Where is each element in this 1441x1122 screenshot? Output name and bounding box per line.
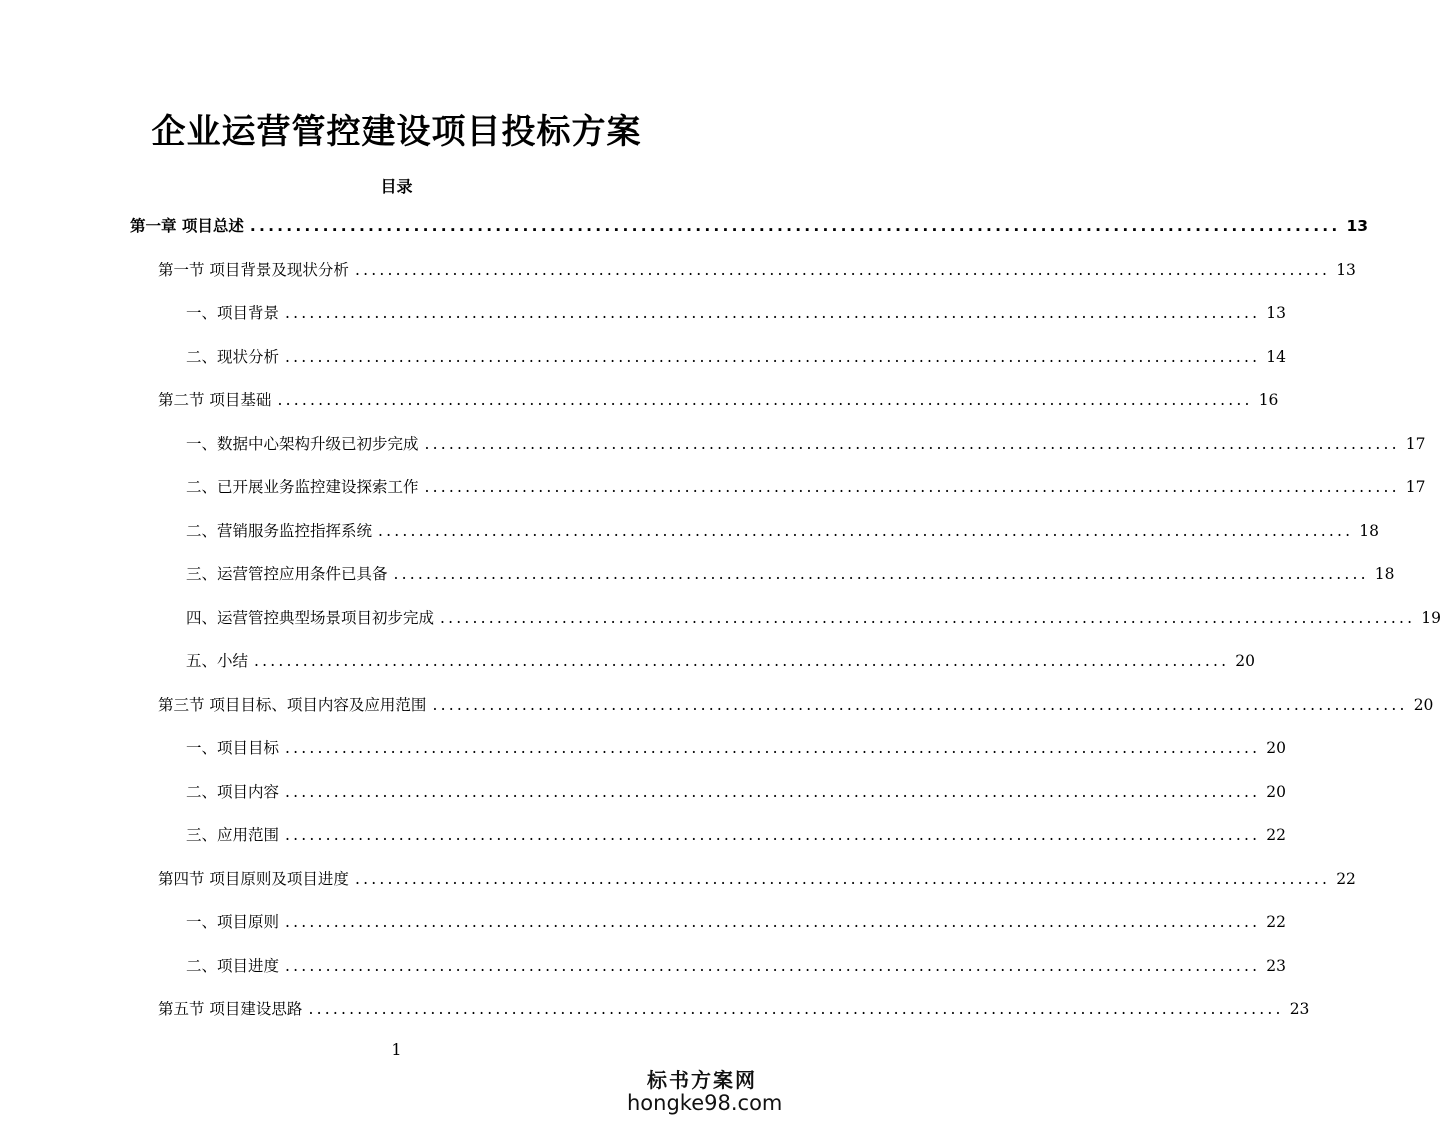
toc-entry-page: 16 [1258, 391, 1279, 409]
document-title: 企业运营管控建设项目投标方案 [151, 112, 642, 152]
toc-subsection-entry [186, 651, 1255, 671]
toc-dot-leader: ........................................................................................................................ [354, 869, 1331, 888]
toc-entry-page: 22 [1266, 913, 1286, 931]
toc-entry-label: 二、项目内容 [186, 782, 280, 801]
toc-dot-leader: ........................................................................................................................ [440, 608, 1416, 627]
toc-entry-label: 二、已开展业务监控建设探索工作 [186, 478, 419, 496]
toc-dot-leader: ........................................................................................................................ [424, 478, 1400, 496]
toc-entry-label: 三、运营管控应用条件已具备 [186, 565, 388, 583]
toc-entry-label: 三、应用范围 [186, 826, 280, 844]
toc-entry-page: 20 [1266, 739, 1286, 757]
toc-section-entry [158, 999, 1310, 1019]
toc-entry-label: 一、项目目标 [186, 739, 280, 757]
toc-entry-label: 二、营销服务监控指挥系统 [186, 521, 373, 540]
toc-dot-leader: ........................................................................................................................ [354, 260, 1331, 279]
toc-dot-leader: ........................................................................................................................ [393, 565, 1369, 583]
toc-entry-label: 第二节 项目基础 [158, 391, 272, 409]
toc-entry-label: 第五节 项目建设思路 [158, 1000, 303, 1018]
toc-subsection-entry [186, 347, 1286, 367]
toc-dot-leader: ........................................................................................................................ [424, 434, 1400, 453]
toc-section-entry [158, 260, 1356, 280]
toc-dot-leader: ........................................................................................................................ [277, 391, 1253, 409]
toc-entry-label: 一、项目背景 [186, 304, 280, 322]
toc-entry-label: 五、小结 [186, 652, 249, 670]
toc-dot-leader: ........................................................................................................................ [285, 956, 1261, 975]
toc-entry-page: 17 [1405, 478, 1426, 496]
toc-entry-label: 二、现状分析 [186, 347, 280, 366]
toc-entry-label: 第一节 项目背景及现状分析 [158, 260, 349, 279]
toc-dot-leader: ........................................................................................................................ [378, 521, 1354, 540]
toc-subsection-entry [186, 303, 1286, 323]
toc-chapter-entry [130, 216, 1369, 236]
toc-subsection-entry [186, 564, 1395, 584]
toc-entry-label: 四、运营管控典型场景项目初步完成 [186, 608, 435, 627]
toc-dot-leader: ........................................................................................................................ [254, 652, 1230, 670]
toc-subsection-entry [186, 521, 1379, 541]
toc-subsection-entry [186, 825, 1286, 845]
toc-entry-page: 20 [1266, 782, 1286, 801]
toc-entry-page: 17 [1405, 434, 1426, 453]
toc-entry-page: 13 [1346, 217, 1369, 235]
toc-subsection-entry [186, 738, 1286, 758]
toc-dot-leader: ........................................................................................................................ [285, 739, 1261, 757]
toc-entry-page: 13 [1266, 304, 1286, 322]
toc-entry-page: 18 [1359, 521, 1379, 540]
toc-subsection-entry [186, 956, 1286, 976]
toc-entry-page: 13 [1336, 260, 1356, 279]
toc-entry-page: 22 [1266, 826, 1286, 844]
toc-section-entry [158, 869, 1356, 889]
watermark-text-cn: 标书方案网 [647, 1068, 757, 1092]
toc-dot-leader: ........................................................................................................................ [285, 782, 1261, 801]
toc-heading: 目录 [380, 177, 413, 196]
toc-dot-leader: ........................................................................................................................ [285, 826, 1261, 844]
toc-subsection-entry [186, 608, 1441, 628]
toc-subsection-entry [186, 912, 1286, 932]
toc-section-entry [158, 390, 1279, 410]
toc-entry-label: 一、数据中心架构升级已初步完成 [186, 434, 419, 453]
watermark-text-en: hongke98.com [627, 1091, 783, 1115]
toc-entry-page: 22 [1336, 869, 1356, 888]
toc-section-entry [158, 695, 1434, 715]
toc-dot-leader: ........................................................................................................................ [432, 695, 1408, 714]
toc-entry-page: 20 [1235, 652, 1255, 670]
toc-entry-page: 14 [1266, 347, 1286, 366]
watermark-logo [627, 1064, 783, 1115]
toc-entry-label: 一、项目原则 [186, 913, 280, 931]
toc-entry-label: 二、项目进度 [186, 956, 280, 975]
page-number: 1 [391, 1040, 402, 1059]
toc-entry-label: 第三节 项目目标、项目内容及应用范围 [158, 695, 427, 714]
toc-entry-label: 第四节 项目原则及项目进度 [158, 869, 349, 888]
toc-dot-leader: ........................................................................................................................ [308, 1000, 1284, 1018]
toc-dot-leader: ........................................................................................................................ [285, 304, 1261, 322]
toc-entry-page: 20 [1413, 695, 1434, 714]
toc-dot-leader: ........................................................................................................................ [285, 347, 1261, 366]
toc-subsection-entry [186, 477, 1426, 497]
toc-entry-label: 第一章 项目总述 [130, 217, 244, 235]
toc-subsection-entry [186, 434, 1426, 454]
toc-dot-leader: ........................................................................................................................ [285, 913, 1261, 931]
toc-dot-leader: ........................................................................................................................ [249, 217, 1341, 235]
toc-entry-page: 23 [1289, 1000, 1310, 1018]
toc-entry-page: 18 [1374, 565, 1395, 583]
toc-subsection-entry [186, 782, 1286, 802]
toc-entry-page: 23 [1266, 956, 1286, 975]
toc-entry-page: 19 [1421, 608, 1441, 627]
